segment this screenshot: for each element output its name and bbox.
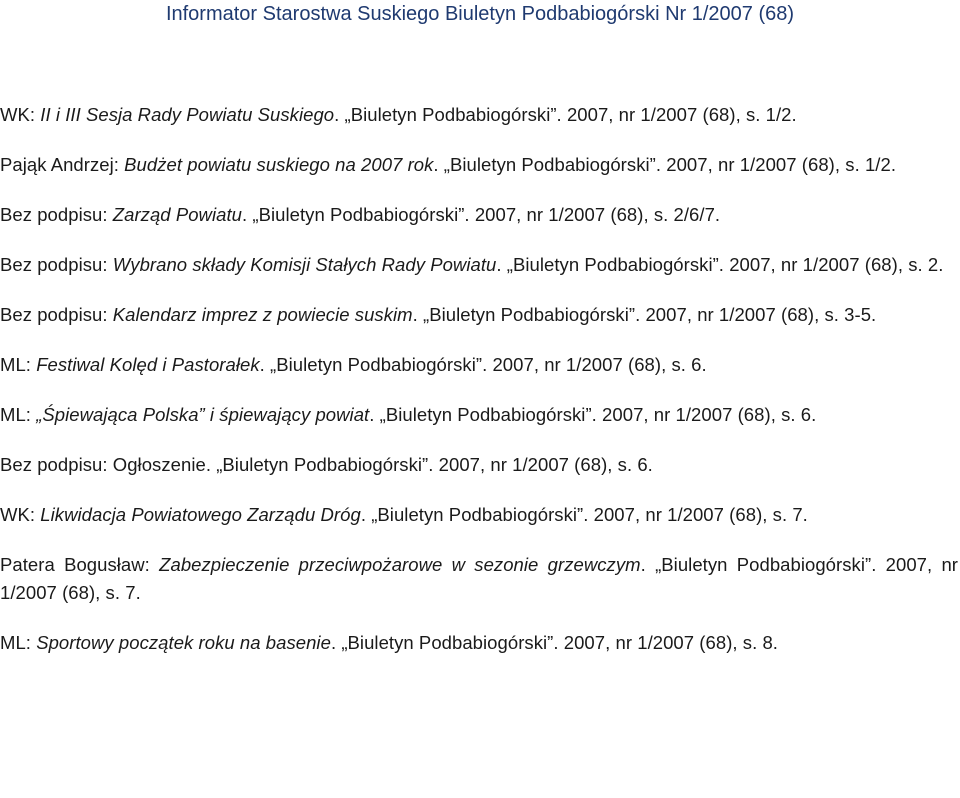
entry-source: . „Biuletyn Podbabiogórski”. 2007, nr 1/2007 (68), s. 6. xyxy=(259,354,707,375)
entry-source: . „Biuletyn Podbabiogórski”. 2007, nr 1/2007 (68), s. 2/6/7. xyxy=(242,204,721,225)
bibliography-entry xyxy=(0,451,958,479)
entry-title: Sportowy początek roku na basenie xyxy=(36,632,331,653)
bibliography-entry xyxy=(0,151,958,179)
entry-author: Pająk Andrzej: xyxy=(0,154,125,175)
entry-title: Likwidacja Powiatowego Zarządu Dróg xyxy=(40,504,361,525)
bibliography-entry xyxy=(0,629,958,657)
entry-author: ML: xyxy=(0,354,37,375)
entry-source: . „Biuletyn Podbabiogórski”. 2007, nr 1/2007 (68), s. 1/2. xyxy=(334,104,797,125)
entry-source: . „Biuletyn Podbabiogórski”. 2007, nr 1/2007 (68), s. 3-5. xyxy=(412,304,877,325)
page-header: Informator Starostwa Suskiego Biuletyn Podbabiogórski Nr 1/2007 (68) xyxy=(165,3,795,25)
entry-author: Patera Bogusław: xyxy=(0,554,160,575)
bibliography-entry xyxy=(0,551,958,607)
bibliography-entry xyxy=(0,501,958,529)
bibliography-list xyxy=(0,101,958,679)
entry-title: Zabezpieczenie przeciwpożarowe w sezonie grzewczym xyxy=(159,554,641,575)
bibliography-entry xyxy=(0,201,958,229)
entry-title: Wybrano składy Komisji Stałych Rady Powiatu xyxy=(112,254,497,275)
entry-title: Zarząd Powiatu xyxy=(112,204,242,225)
entry-source: . „Biuletyn Podbabiogórski”. 2007, nr 1/2007 (68), s. 8. xyxy=(330,632,778,653)
entry-source: . „Biuletyn Podbabiogórski”. 2007, nr 1/2007 (68), s. 7. xyxy=(360,504,808,525)
entry-author: WK: xyxy=(0,104,41,125)
entry-source: Ogłoszenie. „Biuletyn Podbabiogórski”. 2007, nr 1/2007 (68), s. 6. xyxy=(112,454,653,475)
entry-author: Bez podpisu: xyxy=(0,454,113,475)
bibliography-entry xyxy=(0,301,958,329)
entry-author: ML: xyxy=(0,404,37,425)
bibliography-entry xyxy=(0,351,958,379)
entry-source: . „Biuletyn Podbabiogórski”. 2007, nr 1/2007 (68), s. 2. xyxy=(496,254,944,275)
entry-title: Festiwal Kolęd i Pastorałek xyxy=(36,354,260,375)
entry-title: Budżet powiatu suskiego na 2007 rok xyxy=(124,154,434,175)
entry-title: II i III Sesja Rady Powiatu Suskiego xyxy=(40,104,335,125)
entry-source: . „Biuletyn Podbabiogórski”. 2007, nr 1/2007 (68), s. 1/2. xyxy=(433,154,897,175)
entry-source: . „Biuletyn Podbabiogórski”. 2007, nr 1/2007 (68), s. 7. xyxy=(0,554,959,603)
bibliography-entry xyxy=(0,251,958,279)
entry-author: WK: xyxy=(0,504,41,525)
entry-source: . „Biuletyn Podbabiogórski”. 2007, nr 1/2007 (68), s. 6. xyxy=(369,404,817,425)
entry-author: Bez podpisu: xyxy=(0,254,113,275)
entry-author: Bez podpisu: xyxy=(0,204,113,225)
bibliography-entry xyxy=(0,101,958,129)
bibliography-entry xyxy=(0,401,958,429)
entry-title: Kalendarz imprez z powiecie suskim xyxy=(112,304,413,325)
entry-author: ML: xyxy=(0,632,37,653)
entry-author: Bez podpisu: xyxy=(0,304,113,325)
entry-title: „Śpiewająca Polska” i śpiewający powiat xyxy=(36,404,370,425)
